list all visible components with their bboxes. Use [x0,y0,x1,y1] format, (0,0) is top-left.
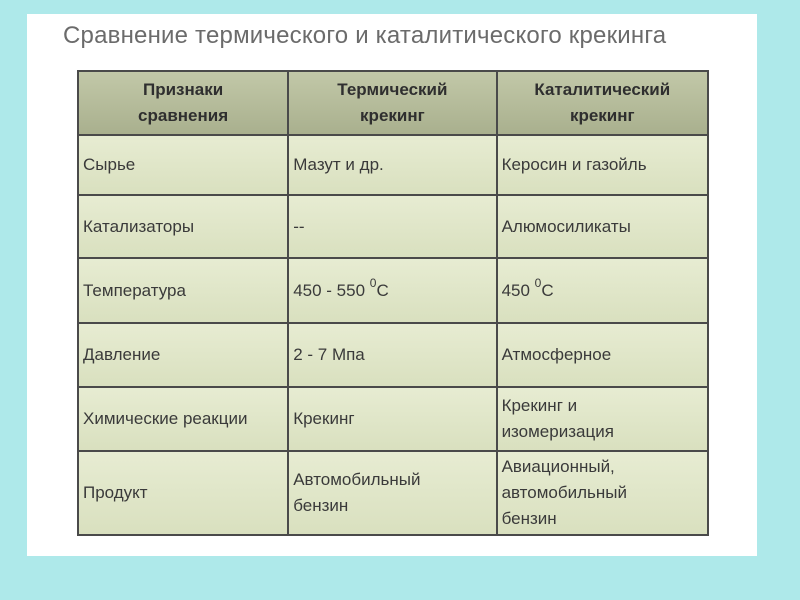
header-line: крекинг [569,106,635,125]
cell-line: Атмосферное [501,345,612,364]
comparison-table [77,70,709,536]
cell-line: автомобильный [501,483,627,502]
unit: С [376,280,389,300]
feature-cell: Сырье [78,135,288,195]
table-row [78,387,708,451]
thermal-cell [288,451,496,535]
cell-line: Автомобильный [293,470,421,489]
table-row [78,258,708,323]
cell-line: Алюмосиликаты [501,216,631,236]
header-catalytic [497,71,708,135]
catalytic-cell [497,258,708,323]
slide [27,14,757,556]
cell-line: Крекинг [293,409,355,428]
cell-line: 2 - 7 Мпа [293,345,365,364]
feature-cell: Температура [78,258,288,323]
feature-cell: Химические реакции [78,387,288,451]
header-row [78,71,708,135]
catalytic-cell [497,451,708,535]
header-thermal [288,71,496,135]
table-row [78,135,708,195]
header-line: Признаки [143,80,224,99]
cell-line: Крекинг и [501,396,578,415]
cell-value: 450 [501,280,530,300]
catalytic-cell [497,387,708,451]
header-features [78,71,288,135]
cell-line: -- [293,216,305,236]
header-line: Термический [337,80,448,99]
feature-cell: Катализаторы [78,195,288,258]
table-row [78,195,708,258]
unit: С [541,280,554,300]
cell-line: Авиационный, [501,457,615,476]
table-row [78,451,708,535]
thermal-cell [288,258,496,323]
degree-sup: 0 [369,275,377,290]
degree-sup: 0 [534,275,542,290]
header-line: крекинг [360,106,425,125]
thermal-cell [288,135,496,195]
header-line: Каталитический [534,80,671,99]
table-row [78,323,708,387]
feature-cell: Давление [78,323,288,387]
cell-line: бензин [501,509,557,528]
thermal-cell [288,195,496,258]
feature-cell: Продукт [78,451,288,535]
header-line: сравнения [138,106,229,125]
catalytic-cell [497,195,708,258]
catalytic-cell [497,135,708,195]
cell-value: 450 - 550 [293,280,366,300]
cell-line: Мазут и др. [293,155,384,174]
slide-title: Сравнение термического и каталитического крекинга [63,22,667,49]
cell-line: Керосин и газойль [501,155,647,174]
thermal-cell [288,387,496,451]
cell-line: изомеризация [501,422,614,441]
catalytic-cell [497,323,708,387]
thermal-cell [288,323,496,387]
cell-line: бензин [293,496,349,515]
